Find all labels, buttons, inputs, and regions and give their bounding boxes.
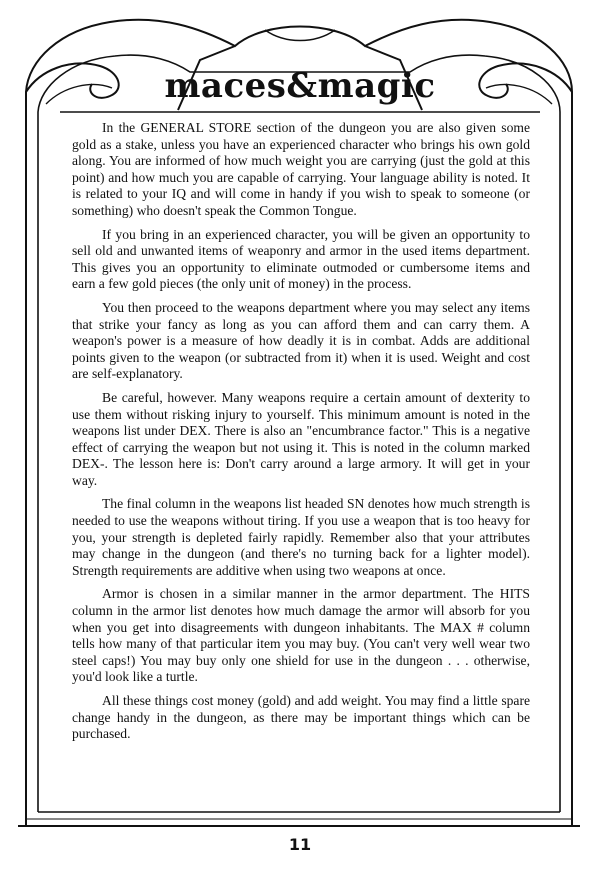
banner-top-notch: [265, 30, 335, 41]
paragraph: If you bring in an experienced character, you will be given an opportunity to sell old and unwanted items of weaponry and armor in the used items department. This gives you an opportunity to eliminate outmoded or cumbersome items and earn a few gold pieces (the only unit of money) in the process.: [72, 226, 530, 292]
page-title: maces&magic: [164, 66, 436, 106]
article-body: [72, 120, 530, 750]
paragraph: Be careful, however. Many weapons require a certain amount of dexterity to use them without risking injury to yourself. This minimum amount is noted in the weapons list under DEX. There is also an "encumbrance factor." This is a negative effect of carrying the weapon but not using it. This is noted in the column marked DEX-. The lesson here is: Don't carry around a large armory. It will get in your way.: [72, 389, 530, 488]
page-number: 11: [288, 835, 312, 854]
paragraph: All these things cost money (gold) and add weight. You may find a little spare change handy in the dungeon, as there may be important things which can be purchased.: [72, 693, 530, 742]
paragraph: In the GENERAL STORE section of the dungeon you are also given some gold as a stake, unless you have an experienced character who brings his own gold along. You are informed of how much weight you are carrying (just the gold at this point) and how much you are capable of carrying. Your language ability is noted. It is related to your IQ and will come in handy if you wish to speak to someone (or something) who doesn't speak the Common Tongue.: [72, 120, 530, 218]
paragraph: Armor is chosen in a similar manner in the armor department. The HITS column in the armor list denotes how much damage the armor will absorb for you when you get into disagreements with dungeon inhabitants. The MAX # column tells how many of that particular item you may buy. (You can't very well wear two steel caps!) You may buy only one shield for use in the dungeon . . . otherwise, you'd look like a turtle.: [72, 586, 530, 685]
paragraph: The final column in the weapons list headed SN denotes how much strength is needed to use the weapons without tiring. If you use a weapon that is too heavy for you, your strength is depleted fairly rapidly. Remember also that your attributes may change in the dungeon (and there's no turning back for a lighter model). Strength requirements are additive when using two weapons at once.: [72, 496, 530, 578]
paragraph: You then proceed to the weapons department where you may select any items that strike your fancy as long as you can afford them and can carry them. A weapon's power is a measure of how deadly it is in combat. Adds are additional points given to the weapon (or subtracted from it) when it is used. Weight and cost are self-explanatory.: [72, 299, 530, 382]
